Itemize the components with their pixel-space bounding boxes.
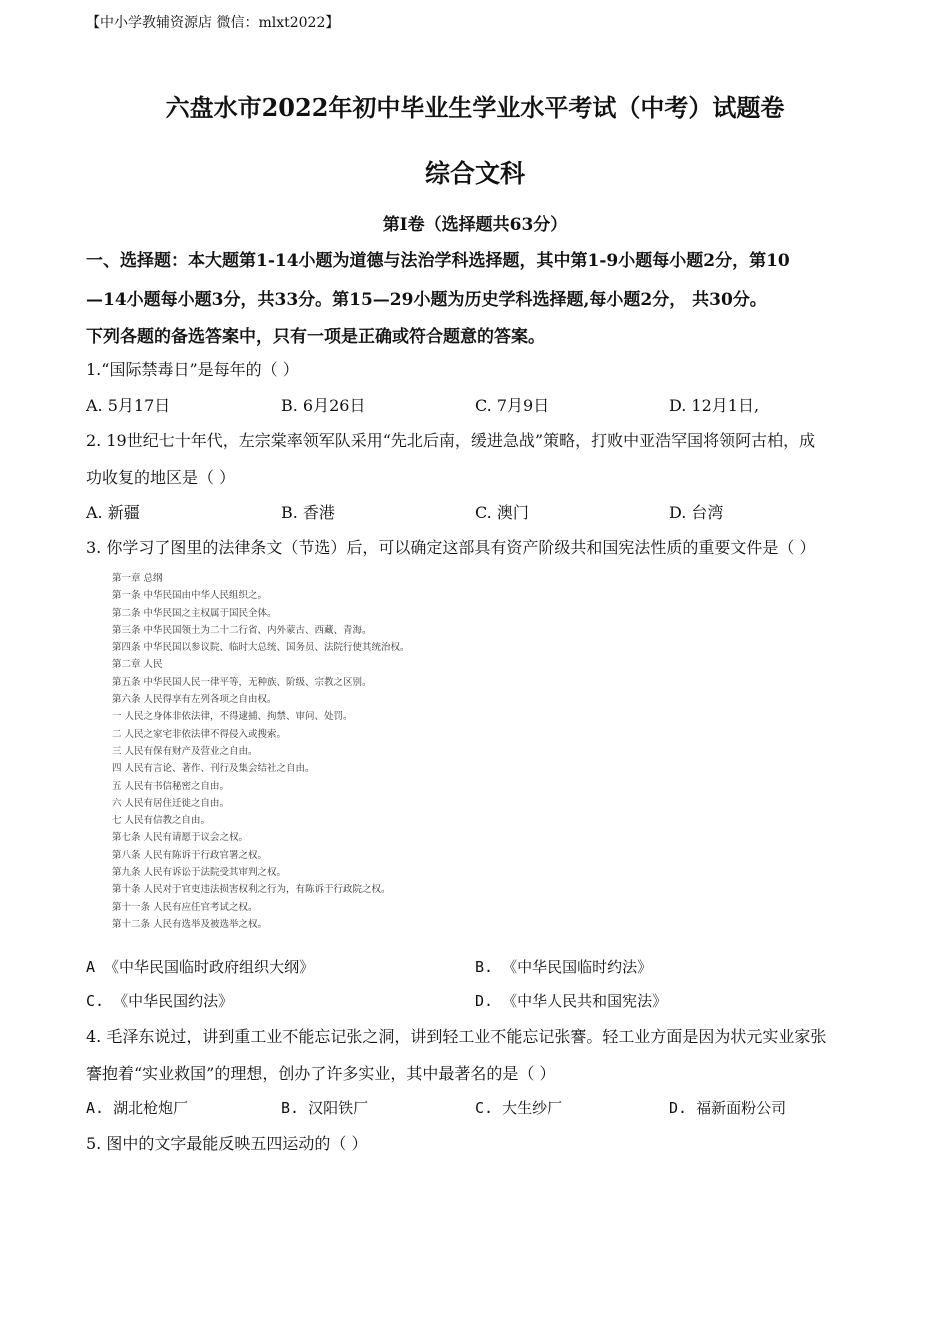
question-4-option-b[interactable]: B. 汉阳铁厂 bbox=[281, 1099, 369, 1117]
law-line: 第一章 总纲 bbox=[112, 573, 163, 584]
law-line: 第三条 中华民国领土为二十二行省、内外蒙古、西藏、青海。 bbox=[112, 624, 372, 636]
law-line: 第一条 中华民国由中华人民组织之。 bbox=[112, 590, 268, 602]
law-line: 第二章 人民 bbox=[112, 659, 163, 671]
question-2-stem-line-1: 2. 19世纪七十年代，左宗棠率领军队采用“先北后南，缓进急战”策略，打败中亚浩罕国将领阿古柏，成 bbox=[86, 431, 816, 450]
law-line: 六 人民有居住迁徙之自由。 bbox=[112, 797, 230, 809]
instructions-line-2: —14小题每小题3分，共33分。第15—29小题为历史学科选择题,每小题2分， 共30分。 bbox=[86, 290, 767, 310]
law-line: 第十条 人民对于官吏违法损害权利之行为，有陈诉于行政院之权。 bbox=[112, 884, 391, 896]
question-2-option-d[interactable]: D. 台湾 bbox=[669, 503, 724, 522]
question-4-stem-line-2: 謇抱着“实业救国”的理想，创办了许多实业，其中最著名的是（ ） bbox=[86, 1064, 556, 1083]
instructions-line-1: 一、选择题：本大题第1-14小题为道德与法治学科选择题，其中第1-9小题每小题2分，第10 bbox=[86, 251, 790, 271]
law-line: 四 人民有言论、著作、刊行及集会结社之自由。 bbox=[112, 763, 315, 775]
question-2-stem-line-2: 功收复的地区是（ ） bbox=[86, 468, 236, 487]
question-2-option-b[interactable]: B. 香港 bbox=[281, 503, 335, 522]
law-line: 第九条 人民有诉讼于法院受其审判之权。 bbox=[112, 867, 287, 879]
question-5-stem: 5. 图中的文字最能反映五四运动的（ ） bbox=[86, 1134, 368, 1153]
part-title: 第Ⅰ卷（选择题共63分） bbox=[382, 215, 568, 235]
law-line: 第四条 中华民国以参议院、临时大总统、国务员、法院行使其统治权。 bbox=[112, 642, 410, 654]
instructions-line-3: 下列各题的备选答案中，只有一项是正确或符合题意的答案。 bbox=[86, 327, 545, 347]
question-3-stem: 3. 你学习了图里的法律条文（节选）后，可以确定这部具有资产阶级共和国宪法性质的重要文件是（ ） bbox=[86, 538, 816, 557]
law-line: 第十二条 人民有选举及被选举之权。 bbox=[112, 918, 268, 930]
question-3-option-d[interactable]: D. 《中华人民共和国宪法》 bbox=[475, 992, 668, 1010]
law-excerpt-figure bbox=[112, 570, 472, 933]
question-1-option-d[interactable]: D. 12月1日, bbox=[669, 396, 760, 415]
question-1-option-b[interactable]: B. 6月26日 bbox=[281, 396, 366, 415]
question-3-option-c[interactable]: C. 《中华民国约法》 bbox=[86, 992, 234, 1010]
watermark-header: 【中小学教辅资源店 微信：mlxt2022】 bbox=[86, 15, 340, 31]
question-3-option-b[interactable]: B. 《中华民国临时约法》 bbox=[475, 958, 653, 976]
question-4-option-d[interactable]: D. 福新面粉公司 bbox=[669, 1099, 787, 1117]
law-line: 二 人民之家宅非依法律不得侵入或搜索。 bbox=[112, 728, 287, 740]
law-line: 第八条 人民有陈诉于行政官署之权。 bbox=[112, 849, 268, 861]
law-line: 一 人民之身体非依法律，不得逮捕、拘禁、审问、处罚。 bbox=[112, 711, 353, 723]
law-line: 第六条 人民得享有左列各项之自由权。 bbox=[112, 694, 277, 706]
subject-title: 综合文科 bbox=[424, 159, 525, 188]
law-line: 第二条 中华民国之主权属于国民全体。 bbox=[112, 607, 277, 619]
law-line: 第五条 中华民国人民一律平等，无种族、阶级、宗教之区别。 bbox=[112, 676, 372, 688]
exam-title: 六盘水市2022年初中毕业生学业水平考试（中考）试题卷 bbox=[165, 93, 785, 122]
question-1-option-c[interactable]: C. 7月9日 bbox=[475, 396, 550, 415]
question-1-option-a[interactable]: A. 5月17日 bbox=[86, 396, 171, 415]
law-line: 五 人民有书信秘密之自由。 bbox=[112, 780, 230, 792]
question-4-option-a[interactable]: A. 湖北枪炮厂 bbox=[86, 1099, 189, 1117]
law-line: 七 人民有信教之自由。 bbox=[112, 815, 211, 827]
question-1-stem: 1.“国际禁毒日”是每年的（ ） bbox=[86, 360, 299, 379]
law-line: 第七条 人民有请愿于议会之权。 bbox=[112, 832, 249, 844]
law-line: 三 人民有保有财产及营业之自由。 bbox=[112, 745, 258, 757]
question-2-option-a[interactable]: A. 新疆 bbox=[86, 503, 140, 522]
question-4-stem-line-1: 4. 毛泽东说过，讲到重工业不能忘记张之洞，讲到轻工业不能忘记张謇。轻工业方面是因为状元实业家张 bbox=[86, 1027, 827, 1046]
law-line: 第十一条 人民有应任官考试之权。 bbox=[112, 901, 258, 913]
question-2-option-c[interactable]: C. 澳门 bbox=[475, 503, 529, 522]
question-3-option-a[interactable]: A 《中华民国临时政府组织大纲》 bbox=[86, 958, 315, 976]
question-4-option-c[interactable]: C. 大生纱厂 bbox=[475, 1099, 563, 1117]
